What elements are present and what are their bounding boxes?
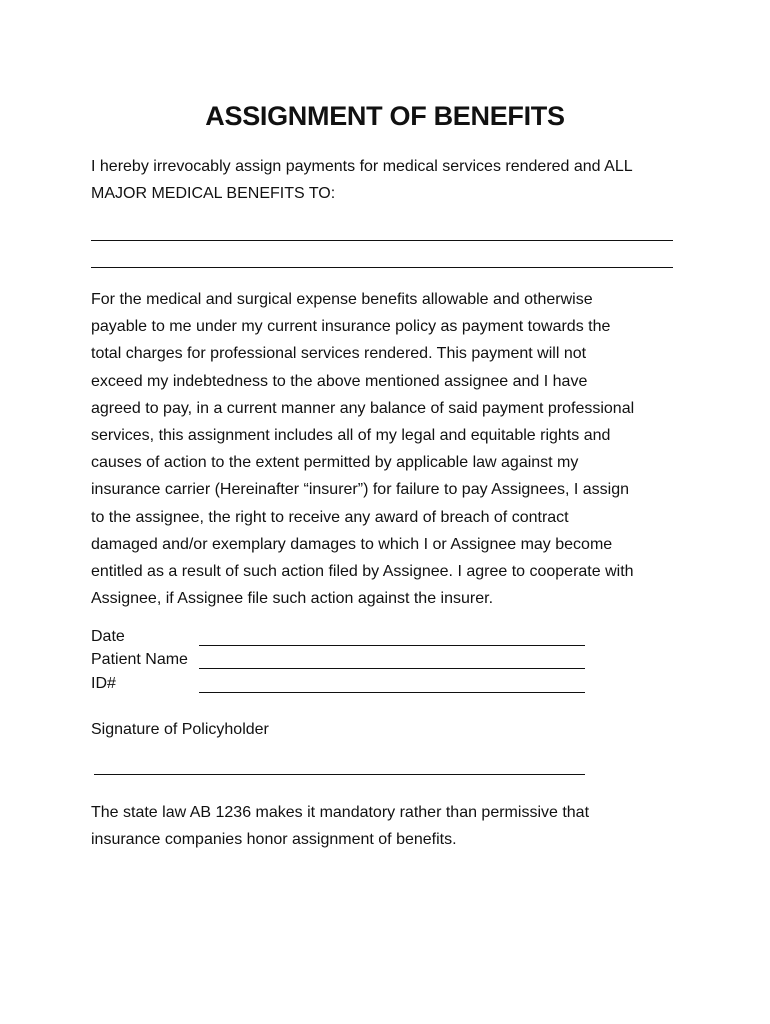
body-line: services, this assignment includes all of my legal and equitable rights and — [91, 427, 611, 445]
signature-label: Signature of Policyholder — [91, 721, 269, 738]
note-line: The state law AB 1236 makes it mandatory rather than permissive that — [91, 804, 590, 821]
body-line: causes of action to the extent permitted by applicable law against my — [91, 454, 579, 472]
body-line: insurance carrier (Hereinafter “insurer”) for failure to pay Assignees, I assign — [91, 481, 629, 499]
body-line: For the medical and surgical expense benefits allowable and otherwise — [91, 291, 593, 308]
body-line: agreed to pay, in a current manner any balance of said payment professional — [91, 399, 635, 417]
date-label: Date — [91, 628, 125, 645]
intro-line: MAJOR MEDICAL BENEFITS TO: — [91, 185, 336, 202]
id-label: ID# — [91, 675, 116, 692]
body-line: total charges for professional services rendered. This payment will not — [91, 345, 587, 363]
body-line: exceed my indebtedness to the above mentioned assignee and I have — [91, 372, 588, 390]
intro-paragraph — [91, 153, 701, 207]
date-field[interactable] — [199, 645, 585, 646]
intro-line: I hereby irrevocably assign payments for medical services rendered and ALL — [91, 158, 633, 175]
patient-name-field[interactable] — [199, 668, 585, 669]
body-paragraph — [91, 286, 691, 612]
signature-field[interactable] — [94, 774, 585, 775]
assignee-blank-line-2[interactable] — [91, 267, 673, 268]
body-line: to the assignee, the right to receive any award of breach of contract — [91, 508, 569, 526]
legal-note — [91, 799, 691, 853]
body-line: payable to me under my current insurance policy as payment towards the — [91, 318, 611, 336]
assignee-blank-line-1[interactable] — [91, 240, 673, 241]
document-title: ASSIGNMENT OF BENEFITS — [205, 101, 565, 131]
note-line: insurance companies honor assignment of benefits. — [91, 831, 457, 848]
body-line: damaged and/or exemplary damages to which I or Assignee may become — [91, 535, 613, 553]
body-line: entitled as a result of such action filed by Assignee. I agree to cooperate with — [91, 563, 634, 581]
patient-name-label: Patient Name — [91, 651, 188, 668]
body-line: Assignee, if Assignee file such action against the insurer. — [91, 590, 494, 608]
id-field[interactable] — [199, 692, 585, 693]
